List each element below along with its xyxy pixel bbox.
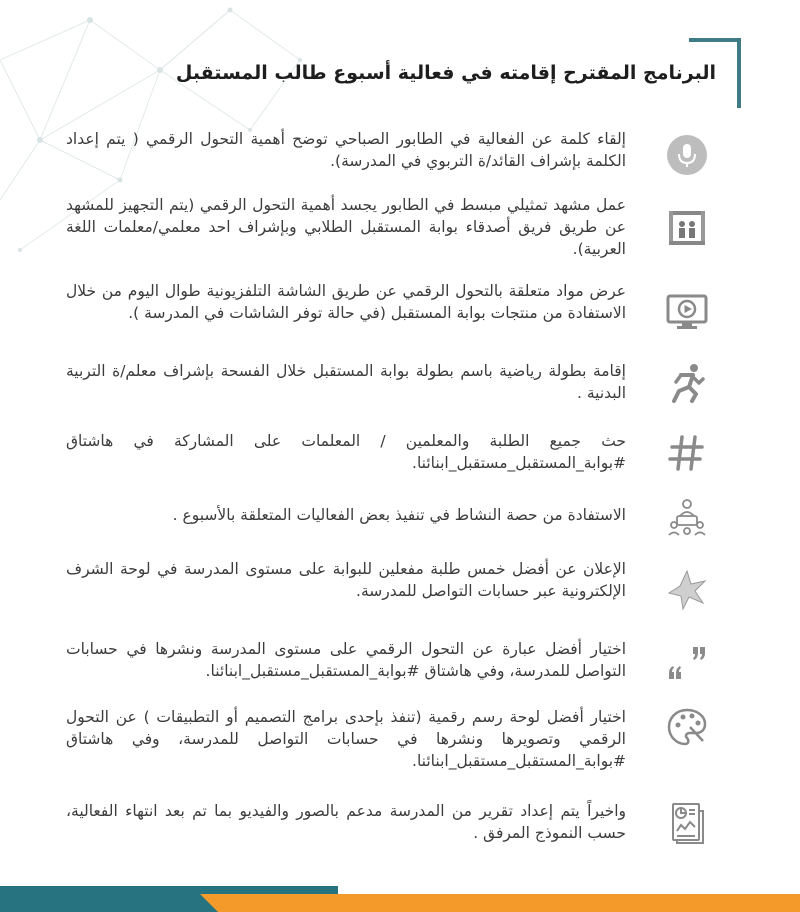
item-text: عمل مشهد تمثيلي مبسط في الطابور يجسد أهمية التحول الرقمي (يتم التجهيز للمشهد عن طريق فريق أصدقاء بوابة المستقبل الطلابي وبإشراف احد معلمي/معلمات اللغة العربية). <box>66 196 626 258</box>
hashtag-icon <box>664 430 710 476</box>
teamwork-icon <box>664 494 710 540</box>
item-text: إلقاء كلمة عن الفعالية في الطابور الصباحي توضح أهمية التحول الرقمي ( يتم إعداد الكلمة بإشراف القائد/ة التربوي في المدرسة). <box>66 130 626 170</box>
item-text: الإعلان عن أفضل خمس طلبة مفعلين للبوابة على مستوى المدرسة في لوحة الشرف الإلكترونية عبر حسابات التواصل للمدرسة. <box>66 560 626 600</box>
item-text: عرض مواد متعلقة بالتحول الرقمي عن طريق الشاشة التلفزيونية طوال اليوم من خلال الاستفادة من منتجات بوابة المستقبل (في حالة توفر الشاشات في المدرسة ). <box>66 282 626 322</box>
item-text: اختيار أفضل عبارة عن التحول الرقمي على مستوى المدرسة ونشرها في حسابات التواصل للمدرسة، وفي هاشتاق #بوابة_المستقبل_مستقبل_ابنائنا. <box>66 640 626 680</box>
star-icon <box>664 566 710 612</box>
video-screen-icon <box>664 288 710 334</box>
stage-icon <box>664 204 710 250</box>
microphone-icon <box>664 132 710 178</box>
running-icon <box>664 360 710 406</box>
item-text: واخيراً يتم إعداد تقرير من المدرسة مدعم بالصور والفيديو بما تم بعد انتهاء الفعالية، حسب النموذج المرفق . <box>66 802 626 842</box>
item-text: الاستفادة من حصة النشاط في تنفيذ بعض الفعاليات المتعلقة بالأسبوع . <box>172 506 626 524</box>
item-text: اختيار أفضل لوحة رسم رقمية (تنفذ بإحدى برامج التصميم أو التطبيقات ) عن التحول الرقمي وتصويرها ونشرها في حسابات التواصل للمدرسة، وفي هاشتاق #بوابة_المستقبل_مستقبل_ابنائنا. <box>66 708 626 770</box>
footer-orange-bar <box>200 894 800 912</box>
quote-icon <box>664 640 710 686</box>
report-icon <box>664 800 710 846</box>
palette-icon <box>664 704 710 750</box>
item-text: إقامة بطولة رياضية باسم بطولة بوابة المستقبل خلال الفسحة بإشراف معلم/ة التربية البدنية . <box>66 362 626 402</box>
page-title: البرنامج المقترح إقامته في فعالية أسبوع طالب المستقبل <box>175 62 716 84</box>
item-text: حث جميع الطلبة والمعلمين / المعلمات على المشاركة في هاشتاق #بوابة_المستقبل_مستقبل_ابنائنا. <box>66 432 626 472</box>
